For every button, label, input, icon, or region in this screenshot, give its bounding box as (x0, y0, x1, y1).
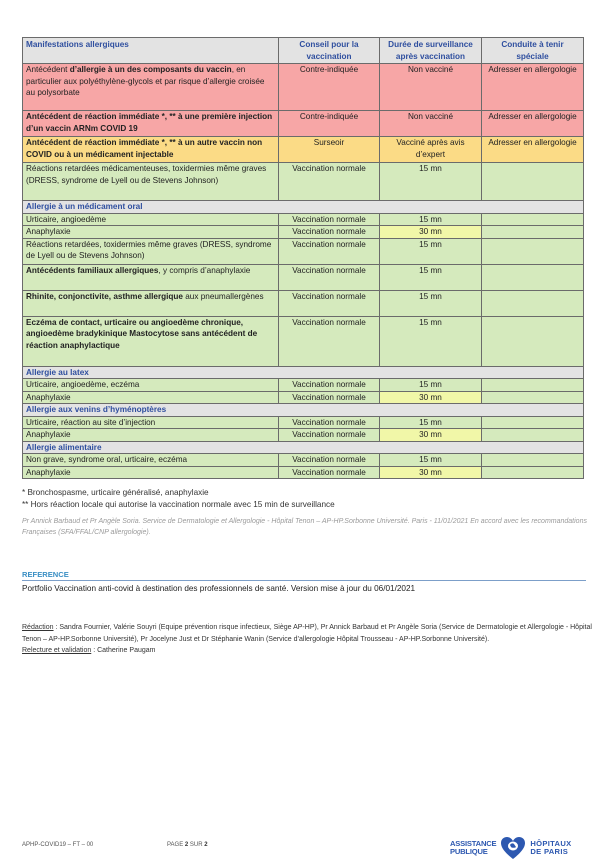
aphp-logo (450, 836, 571, 860)
section-row-latex (23, 366, 584, 379)
manifestation-cell: Réactions retardées médicamenteuses, toxidermies même graves (DRESS, syndrome de Lyell ou de Stevens Johnson) (23, 163, 279, 201)
footer-page-number (167, 842, 208, 848)
conduite-cell (481, 264, 583, 290)
conduite-cell (481, 391, 583, 404)
table-row (23, 213, 584, 226)
duree-cell-extended: 30 mn (379, 391, 481, 404)
conseil-cell: Vaccination normale (279, 429, 380, 442)
reference-text: Portfolio Vaccination anti-covid à destination des professionnels de santé. Version mise à jour du 06/01/2021 (22, 584, 416, 593)
duree-cell: Vacciné après avis d’expert (379, 137, 481, 163)
conduite-cell: Adresser en allergologie (481, 137, 583, 163)
table-row (23, 238, 584, 264)
conseil-cell: Surseoir (279, 137, 380, 163)
conseil-cell: Contre-indiquée (279, 111, 380, 137)
header-duree: Durée de surveillance après vaccination (379, 38, 481, 64)
section-title: Allergie à un médicament oral (23, 201, 584, 214)
conseil-cell: Vaccination normale (279, 416, 380, 429)
duree-cell: 15 mn (379, 213, 481, 226)
table-row (23, 264, 584, 290)
footer-document-id: APHP-COVID19 – FT – 00 (22, 842, 94, 848)
duree-cell: Non vacciné (379, 64, 481, 111)
logo-line-2: PUBLIQUE (450, 847, 488, 856)
logo-line-1: ASSISTANCE (450, 839, 497, 848)
table-row (23, 316, 584, 366)
table-row (23, 290, 584, 316)
duree-cell-extended: 30 mn (379, 226, 481, 239)
relecture-text: : Catherine Paugam (91, 647, 156, 654)
conduite-cell (481, 429, 583, 442)
table-row (23, 111, 584, 137)
table-row (23, 454, 584, 467)
duree-cell-extended: 30 mn (379, 466, 481, 479)
table-row (23, 137, 584, 163)
page-prefix: PAGE (167, 842, 185, 848)
manifestation-cell: Anaphylaxie (23, 226, 279, 239)
table-row (23, 429, 584, 442)
source-attribution: Pr Annick Barbaud et Pr Angèle Soria. Service de Dermatologie et Allergologie - Hôpital Tenon – AP-HP.Sorbonne Université. Paris - 11/01/2021 En accord avec les recommandations Françaises (SFA/FFAL/CNP allergologie). (22, 518, 587, 536)
manifestation-cell: Urticaire, angioedème (23, 213, 279, 226)
duree-cell: 15 mn (379, 316, 481, 366)
manifestation-cell: Non grave, syndrome oral, urticaire, eczéma (23, 454, 279, 467)
conseil-cell: Vaccination normale (279, 264, 380, 290)
section-title: Allergie alimentaire (23, 441, 584, 454)
header-conseil: Conseil pour la vaccination (279, 38, 380, 64)
conseil-cell: Vaccination normale (279, 316, 380, 366)
conseil-cell: Contre-indiquée (279, 64, 380, 111)
conseil-cell: Vaccination normale (279, 391, 380, 404)
manifestation-cell: Réactions retardées, toxidermies même graves (DRESS, syndrome de Lyell ou de Stevens Johnson) (23, 238, 279, 264)
redaction-text: : Sandra Fournier, Valérie Souyri (Equipe prévention risque infectieux, Siège AP-HP), Pr Annick Barbaud et Pr Angèle Soria (Service de Dermatologie et Allergologie - Hôpital Tenon – AP-HP.Sorbonne Université), Pr Jocelyne Just et Dr Stéphanie Wanin (Service d’allergologie Hôpital Trousseau - AP-HP.Sorbonne Université). (22, 624, 592, 643)
conseil-cell: Vaccination normale (279, 290, 380, 316)
logo-text-right (530, 840, 571, 856)
section-row-venom (23, 404, 584, 417)
page-current: 2 (184, 842, 189, 848)
redaction-label: Rédaction (22, 624, 54, 631)
section-title: Allergie au latex (23, 366, 584, 379)
header-manifestations: Manifestations allergiques (23, 38, 279, 64)
conduite-cell (481, 238, 583, 264)
manifestation-cell: Antécédent de réaction immédiate *, ** à une première injection d’un vaccin ARNm COVID 19 (23, 111, 279, 137)
section-row-food (23, 441, 584, 454)
conduite-cell (481, 379, 583, 392)
duree-cell: 15 mn (379, 416, 481, 429)
conseil-cell: Vaccination normale (279, 213, 380, 226)
conseil-cell: Vaccination normale (279, 163, 380, 201)
table-row (23, 391, 584, 404)
conseil-cell: Vaccination normale (279, 454, 380, 467)
conseil-cell: Vaccination normale (279, 226, 380, 239)
footnote-double-asterisk: ** Hors réaction locale qui autorise la vaccination normale avec 15 min de surveillance (22, 500, 335, 509)
manifestation-cell: Urticaire, angioedème, eczéma (23, 379, 279, 392)
duree-cell: 15 mn (379, 379, 481, 392)
conduite-cell: Adresser en allergologie (481, 64, 583, 111)
conduite-cell (481, 226, 583, 239)
duree-cell: 15 mn (379, 264, 481, 290)
manifestation-cell: Eczéma de contact, urticaire ou angioedème chronique, angioedème bradykinique Mastocytose sans antécédent de réaction anaphylactique (23, 316, 279, 366)
table-row (23, 416, 584, 429)
manifestation-cell: Anaphylaxie (23, 466, 279, 479)
page-mid: SUR (188, 842, 205, 848)
table-row (23, 226, 584, 239)
relecture-label: Relecture et validation (22, 647, 92, 654)
conduite-cell (481, 290, 583, 316)
redaction-line (22, 622, 602, 645)
conduite-cell (481, 316, 583, 366)
section-row-oral-drug (23, 201, 584, 214)
logo-line-3: HÔPITAUX (530, 839, 572, 848)
duree-cell-extended: 30 mn (379, 429, 481, 442)
reference-heading: REFERENCE (22, 570, 586, 581)
duree-cell: 15 mn (379, 290, 481, 316)
conduite-cell (481, 416, 583, 429)
table-row (23, 64, 584, 111)
conseil-cell: Vaccination normale (279, 379, 380, 392)
logo-text-left (450, 840, 496, 856)
conduite-cell (481, 454, 583, 467)
conduite-cell: Adresser en allergologie (481, 111, 583, 137)
duree-cell: Non vacciné (379, 111, 481, 137)
duree-cell: 15 mn (379, 163, 481, 201)
logo-line-4: DE PARIS (530, 847, 569, 856)
relecture-line (22, 645, 602, 657)
conduite-cell (481, 163, 583, 201)
table-row (23, 466, 584, 479)
section-title: Allergie aux venins d’hyménoptères (23, 404, 584, 417)
page-total: 2 (204, 842, 208, 848)
manifestation-cell: Urticaire, réaction au site d’injection (23, 416, 279, 429)
footnotes (22, 487, 335, 511)
table-row (23, 379, 584, 392)
duree-cell: 15 mn (379, 238, 481, 264)
conseil-cell: Vaccination normale (279, 238, 380, 264)
manifestation-cell: Antécédent d’allergie à un des composants du vaccin, en particulier aux polyéthylène-glycols et par risque d’allergie croisée au polysorbate (23, 64, 279, 111)
manifestation-cell: Antécédent de réaction immédiate *, ** à un autre vaccin non COVID ou à un médicament injectable (23, 137, 279, 163)
aphp-heart-logo-icon (500, 836, 526, 860)
conseil-cell: Vaccination normale (279, 466, 380, 479)
table-row (23, 163, 584, 201)
credits (22, 622, 602, 657)
table-header-row (23, 38, 584, 64)
manifestation-cell: Anaphylaxie (23, 429, 279, 442)
conduite-cell (481, 213, 583, 226)
header-conduite: Conduite à tenir spéciale (481, 38, 583, 64)
manifestation-cell: Anaphylaxie (23, 391, 279, 404)
footnote-single-asterisk: * Bronchospasme, urticaire généralisé, anaphylaxie (22, 488, 209, 497)
manifestation-cell: Antécédents familiaux allergiques, y compris d’anaphylaxie (23, 264, 279, 290)
manifestation-cell: Rhinite, conjonctivite, asthme allergique aux pneumallergènes (23, 290, 279, 316)
duree-cell: 15 mn (379, 454, 481, 467)
allergy-vaccination-table (22, 37, 584, 479)
conduite-cell (481, 466, 583, 479)
